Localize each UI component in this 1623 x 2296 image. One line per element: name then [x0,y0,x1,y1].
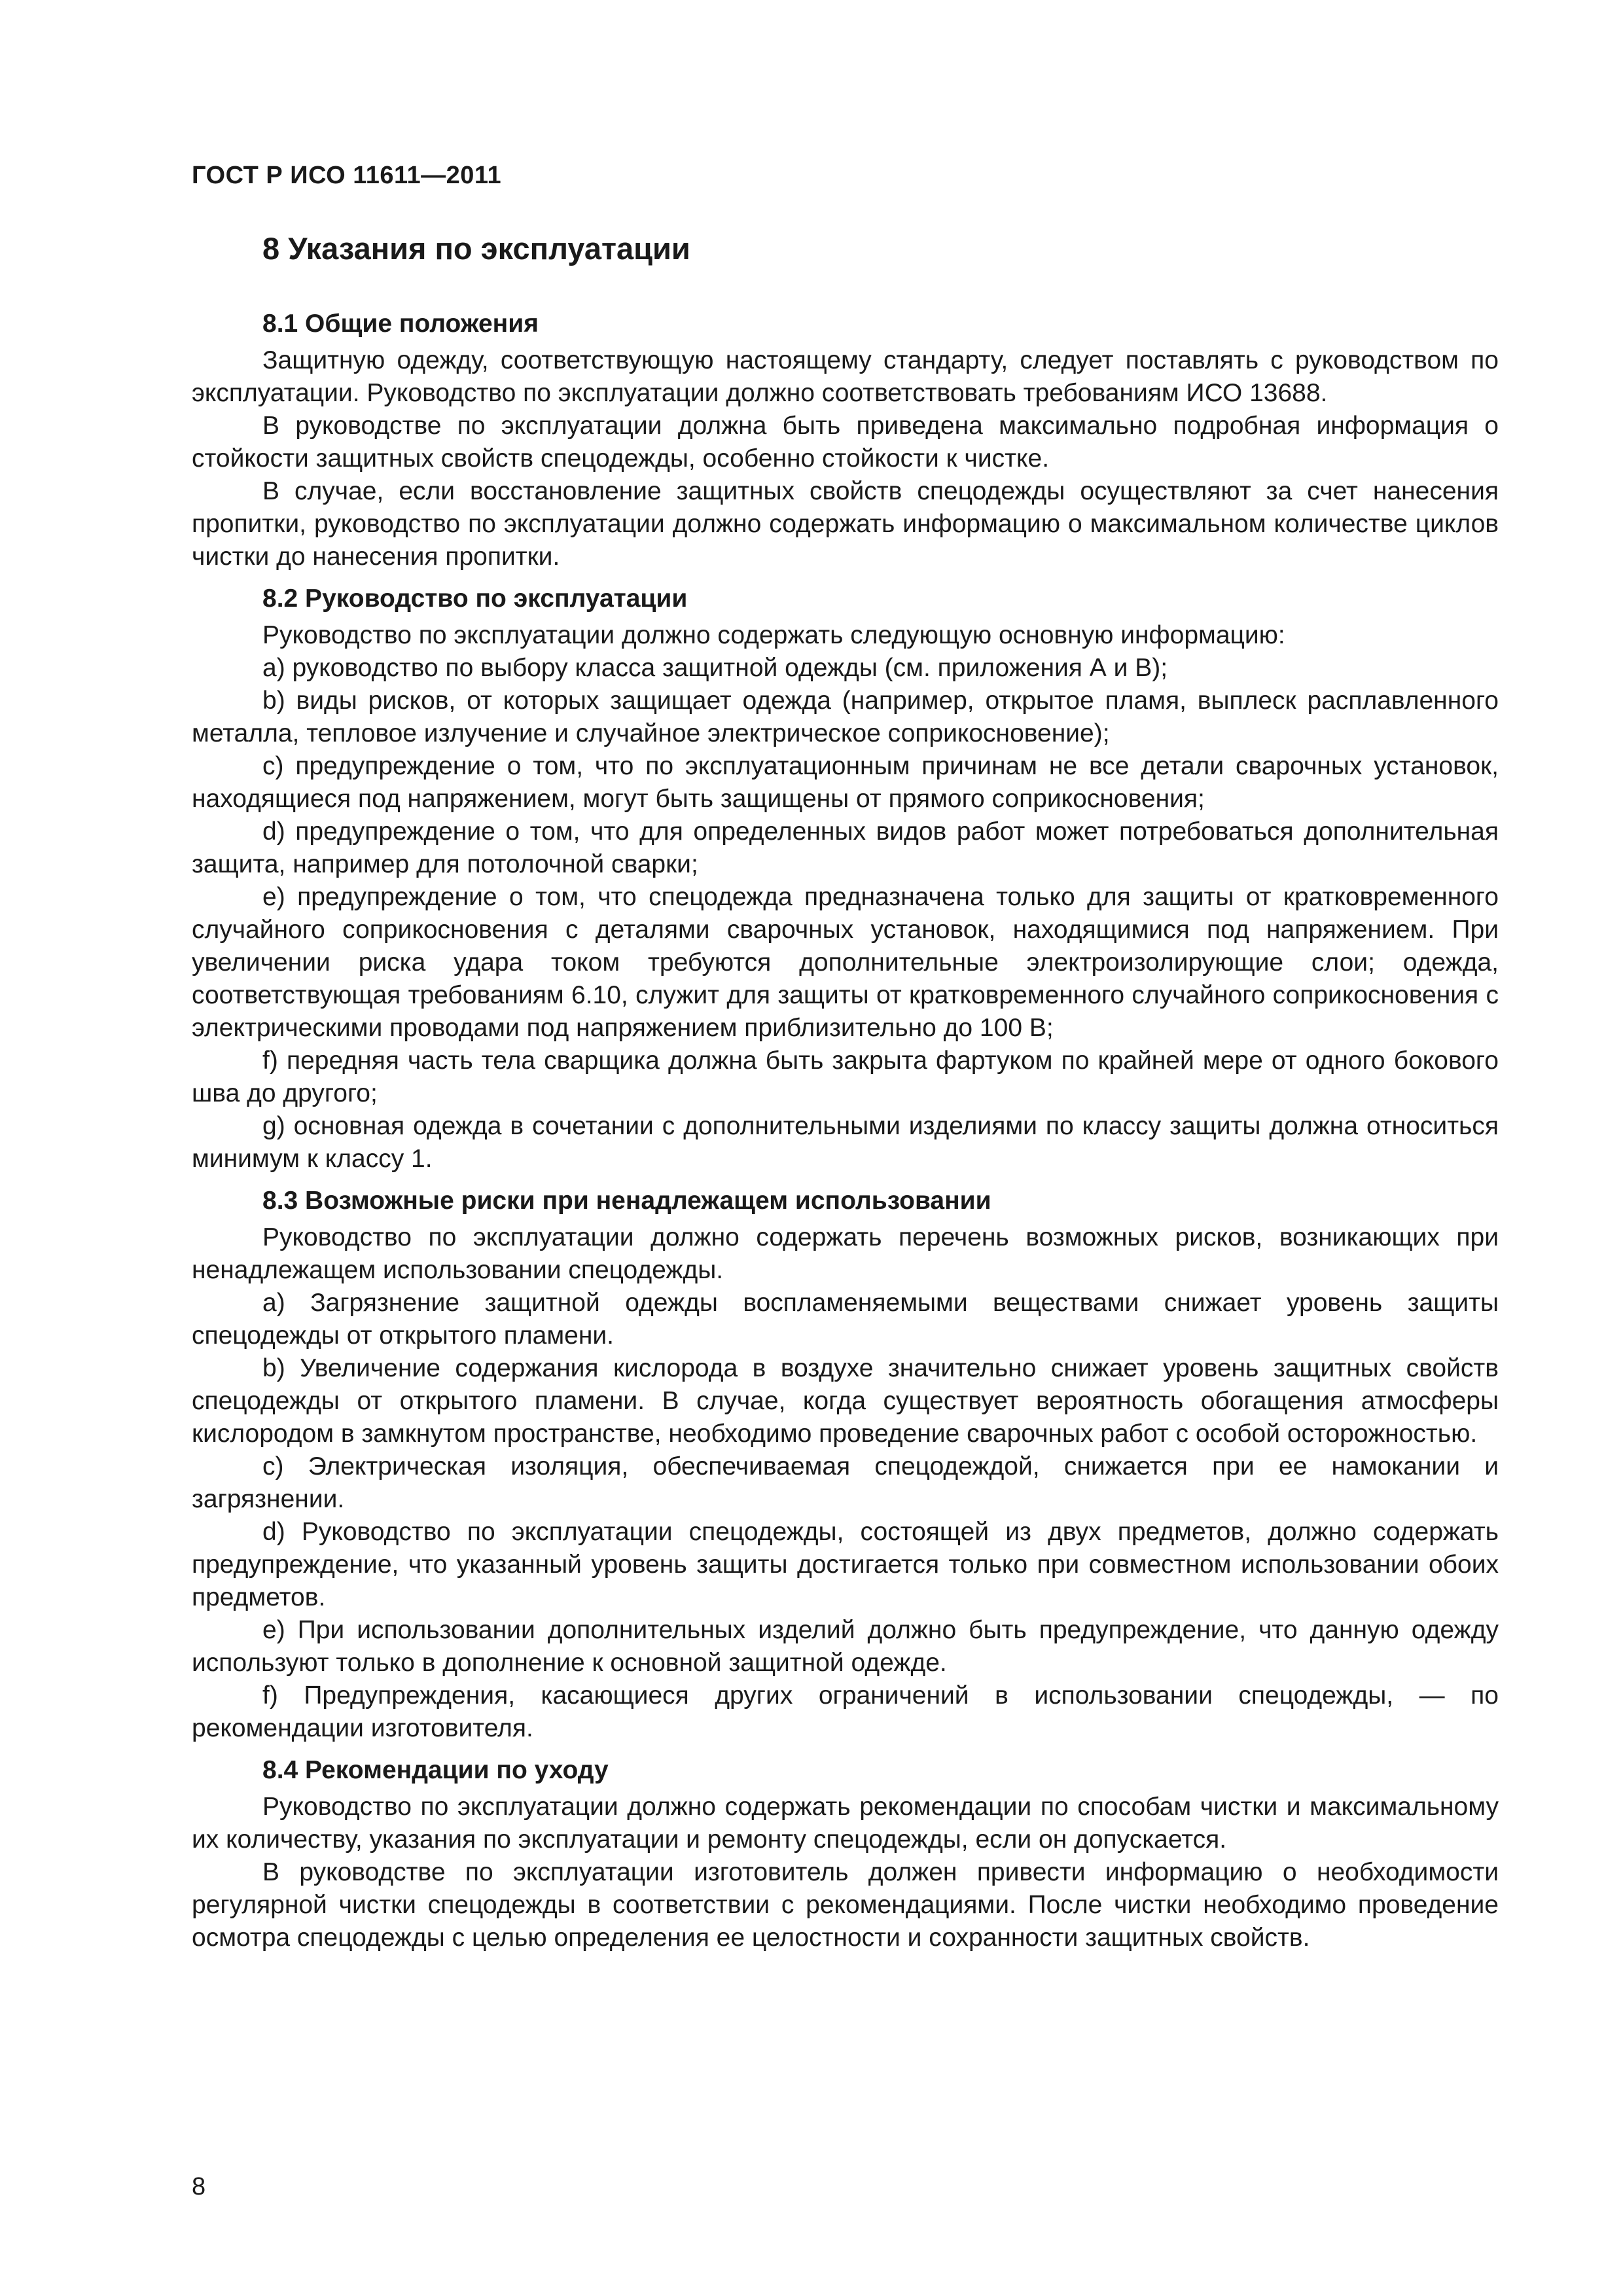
list-item: е) предупреждение о том, что спецодежда предназначена только для защиты от кратковременного случайного соприкосновения с деталями сварочных установок, находящимися под напряжением. При увеличении риска удара током требуются дополнительные электроизолирующие слои; одежда, соответствующая требованиям 6.10, служит для защиты от кратковременного случайного соприкосновения с электрическими проводами под напряжением приблизительно до 100 В; [192,883,1499,1042]
list-item: b) виды рисков, от которых защищает одежда (например, открытое пламя, выплеск расплавленного металла, тепловое излучение и случайное электрическое соприкосновение); [192,687,1499,747]
subsection-title-8-1: 8.1 Общие положения [262,310,539,338]
list-item: f) передняя часть тела сварщика должна быть закрыта фартуком по крайней мере от одного бокового шва до другого; [192,1047,1499,1107]
paragraph: Руководство по эксплуатации должно содержать рекомендации по способам чистки и максимальному их количеству, указания по эксплуатации и ремонту спецодежды, если он допускается. [192,1793,1499,1854]
subsection-title-8-4: 8.4 Рекомендации по уходу [262,1756,609,1784]
page-number: 8 [192,2173,206,2200]
paragraph: Руководство по эксплуатации должно содержать перечень возможных рисков, возникающих при ненадлежащем использовании спецодежды. [192,1223,1499,1284]
paragraph: В руководстве по эксплуатации изготовитель должен привести информацию о необходимости регулярной чистки спецодежды в соответствии с рекомендациями. После чистки необходимо проведение осмотра спецодежды с целью определения ее целостности и сохранности защитных свойств. [192,1858,1499,1952]
list-item: f) Предупреждения, касающиеся других ограничений в использовании спецодежды, — по рекомендации изготовителя. [192,1681,1499,1742]
paragraph: Защитную одежду, соответствующую настоящему стандарту, следует поставлять с руководством по эксплуатации. Руководство по эксплуатации должно соответствовать требованиям ИСО 13688. [192,346,1499,407]
paragraph: Руководство по эксплуатации должно содержать следующую основную информацию: [262,621,1285,649]
subsection-title-8-3: 8.3 Возможные риски при ненадлежащем использовании [262,1187,991,1215]
paragraph: В руководстве по эксплуатации должна быть приведена максимально подробная информация о стойкости защитных свойств спецодежды, особенно стойкости к чистке. [192,412,1499,473]
section-title: 8 Указания по эксплуатации [262,231,690,266]
list-item: c) Электрическая изоляция, обеспечиваемая спецодеждой, снижается при ее намокании и загрязнении. [192,1452,1499,1513]
list-item: d) Руководство по эксплуатации спецодежды, состоящей из двух предметов, должно содержать предупреждение, что указанный уровень защиты достигается только при совместном использовании обоих предметов. [192,1518,1499,1611]
list-item: b) Увеличение содержания кислорода в воздухе значительно снижает уровень защитных свойств спецодежды от открытого пламени. В случае, когда существует вероятность обогащения атмосферы кислородом в замкнутом пространстве, необходимо проведение сварочных работ с особой осторожностью. [192,1354,1499,1448]
subsection-title-8-2: 8.2 Руководство по эксплуатации [262,584,688,613]
list-item: g) основная одежда в сочетании с дополнительными изделиями по классу защиты должна относиться минимум к классу 1. [192,1112,1499,1173]
document-body [192,229,1499,1954]
paragraph: В случае, если восстановление защитных свойств спецодежды осуществляют за счет нанесения пропитки, руководство по эксплуатации должно содержать информацию о максимальном количестве циклов чистки до нанесения пропитки. [192,477,1499,571]
list-item: c) предупреждение о том, что по эксплуатационным причинам не все детали сварочных установок, находящиеся под напряжением, могут быть защищены от прямого соприкосновения; [192,752,1499,813]
list-item: е) При использовании дополнительных изделий должно быть предупреждение, что данную одежду используют только в дополнение к основной защитной одежде. [192,1616,1499,1677]
list-item: а) Загрязнение защитной одежды воспламеняемыми веществами снижает уровень защиты спецодежды от открытого пламени. [192,1289,1499,1350]
list-item: d) предупреждение о том, что для определенных видов работ может потребоваться дополнительная защита, например для потолочной сварки; [192,817,1499,878]
document-code-header: ГОСТ Р ИСО 11611—2011 [192,162,502,189]
list-item: а) руководство по выбору класса защитной одежды (см. приложения А и В); [262,654,1168,682]
